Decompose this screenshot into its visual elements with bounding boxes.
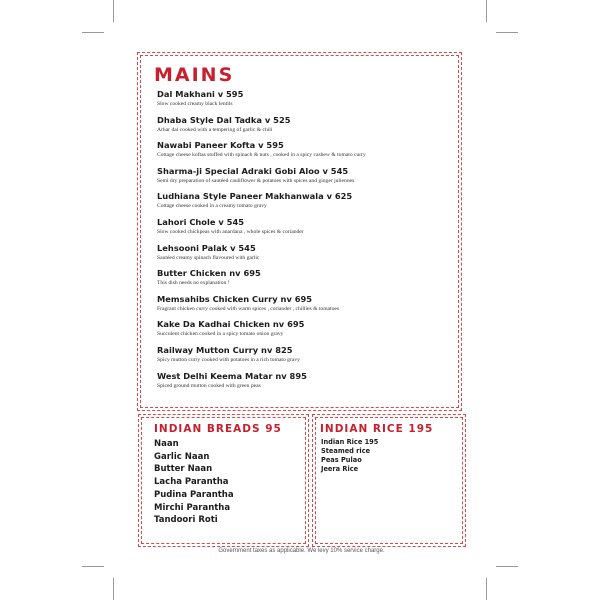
dish-name: Dal Makhani v 595: [157, 89, 244, 99]
dish-name: Kake Da Kadhai Chicken nv 695: [157, 319, 305, 330]
crop-mark: [82, 32, 104, 33]
dish-name: Butter Chicken nv 695: [157, 268, 261, 279]
rice-item: Indian Rice 195: [321, 438, 379, 446]
dish-item: [157, 243, 366, 269]
bread-item: Garlic Naan: [154, 451, 210, 462]
dish-item: [157, 371, 366, 397]
rice-item: Steamed rice: [321, 447, 371, 455]
dish-item: [157, 166, 366, 192]
dish-item: [157, 268, 366, 294]
dish-name: Lehsooni Palak v 545: [157, 242, 256, 253]
mains-section: [140, 55, 459, 408]
dish-item: [157, 294, 366, 320]
dish-name: Sharma-ji Special Adraki Gobi Aloo v 545: [157, 165, 349, 176]
dish-name: West Delhi Keema Matar nv 895: [157, 370, 307, 381]
dish-name: Dhaba Style Dal Tadka v 525: [157, 114, 291, 125]
dish-name: Lahori Chole v 545: [157, 216, 244, 227]
bread-item: Naan: [154, 439, 179, 449]
dish-description: Sautéed creamy spinach flavoured with garlic: [157, 254, 260, 261]
bread-item: Butter Naan: [154, 464, 213, 475]
dish-description: Succulent chicken cooked in a spicy tomato onion gravy: [157, 331, 284, 338]
crop-mark: [486, 0, 487, 22]
bread-item: Pudina Parantha: [154, 489, 234, 500]
mains-title: MAINS: [154, 64, 235, 86]
dish-description: Fragrant chicken curry cooked with warm spices , coriander , chillies & tomatoes: [157, 305, 340, 312]
rice-item: Peas Pulao: [321, 456, 362, 464]
footer-note: Government taxes as applicable. We levy 10% service charge.: [218, 548, 385, 554]
dish-name: Memsahibs Chicken Curry nv 695: [157, 293, 313, 304]
dish-name: Nawabi Paneer Kofta v 595: [157, 140, 284, 151]
dish-description: Arhar dal cooked with a tempering of garlic & chili: [157, 126, 273, 133]
crop-mark: [113, 0, 114, 22]
breads-title: INDIAN BREADS 95: [154, 423, 282, 435]
rice-item: Jeera Rice: [321, 465, 359, 473]
dish-item: [157, 319, 366, 345]
bread-item: Tandoori Roti: [154, 515, 218, 526]
dish-item: [157, 217, 366, 243]
dish-name: Railway Mutton Curry nv 825: [157, 344, 293, 355]
dish-description: Semi dry preparation of sautéed cauliflower & potatoes with spices and ginger juliennes: [157, 177, 355, 184]
crop-mark: [486, 578, 487, 600]
rice-title: INDIAN RICE 195: [320, 423, 434, 435]
breads-list: [154, 438, 234, 527]
dish-description: Cottage cheese koftas stuffed with spinach & nuts , cooked in a spicy cashew & tomato curry: [157, 152, 366, 159]
rice-list: [321, 438, 378, 474]
dish-description: Spiced ground mutton cooked with green peas: [157, 382, 261, 389]
mains-list: [157, 89, 366, 396]
dish-description: Slow cooked chickpeas with anardana , whole spices & coriander: [157, 228, 304, 235]
crop-mark: [496, 32, 518, 33]
dish-description: Slow cooked creamy black lentils: [157, 101, 233, 107]
crop-mark: [82, 566, 104, 567]
bread-item: Mirchi Parantha: [154, 502, 231, 513]
dish-item: [157, 115, 366, 141]
dish-description: Cottage cheese cooked in a creamy tomato gravy: [157, 203, 267, 210]
dish-description: This dish needs no explanation !: [157, 280, 230, 287]
crop-mark: [113, 578, 114, 600]
dish-item: [157, 140, 366, 166]
breads-section: [141, 417, 306, 544]
dish-item: [157, 345, 366, 371]
rice-section: [315, 417, 463, 544]
dish-item: [157, 89, 366, 115]
crop-mark: [496, 566, 518, 567]
dish-description: Spicy mutton curry cooked with potatoes in a rich tomato gravy: [157, 356, 300, 363]
dish-name: Ludhiana Style Paneer Makhanwala v 625: [157, 191, 353, 202]
dish-item: [157, 191, 366, 217]
bread-item: Lacha Parantha: [154, 477, 229, 488]
